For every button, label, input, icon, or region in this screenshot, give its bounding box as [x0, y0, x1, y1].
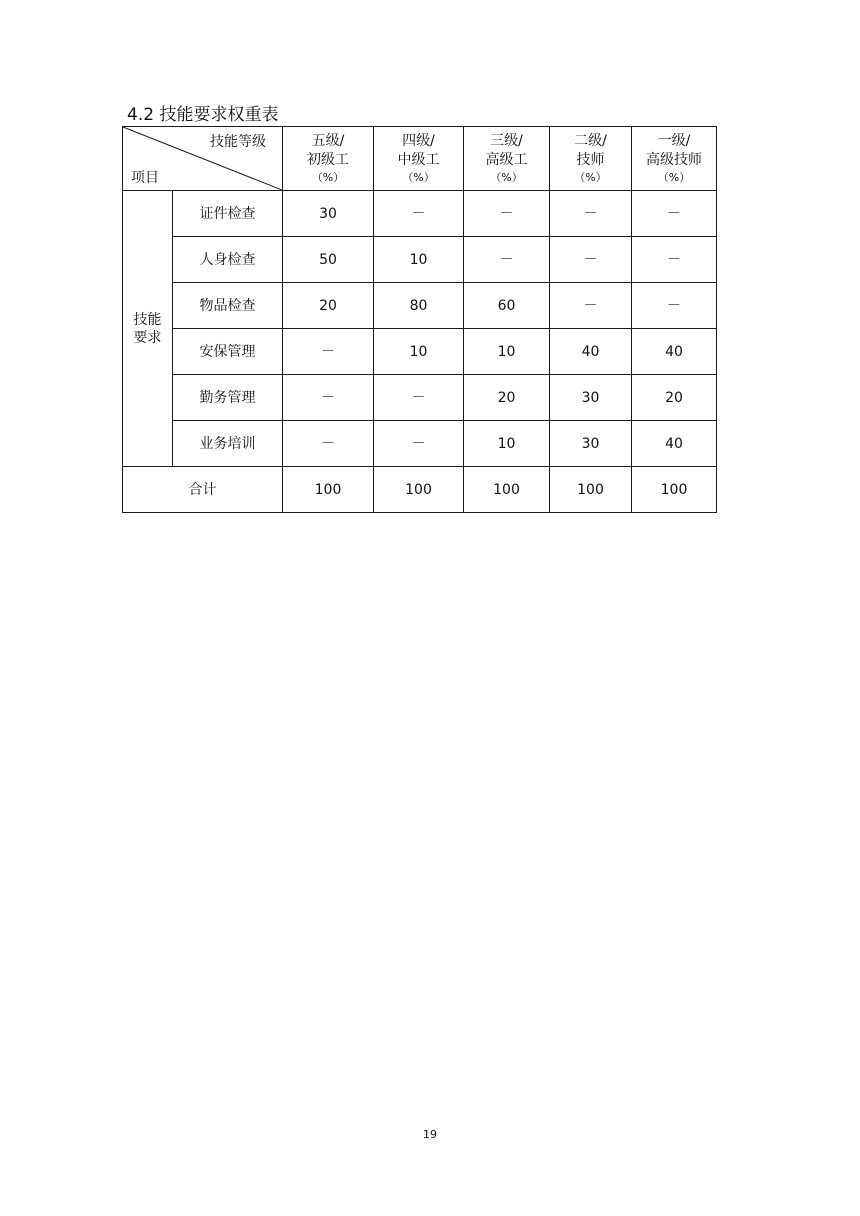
corner-header-cell	[123, 127, 283, 191]
table-cell: 30	[283, 191, 374, 237]
grade-line2: 初级工	[307, 151, 349, 168]
table-cell: －	[374, 191, 464, 237]
table-cell: －	[374, 375, 464, 421]
table-cell: －	[550, 237, 632, 283]
page-number: 19	[423, 1128, 437, 1141]
table-cell: 10	[374, 329, 464, 375]
table-row	[123, 421, 717, 467]
group-label-line1: 技能	[133, 311, 162, 328]
table-cell: 80	[374, 283, 464, 329]
table-cell: 40	[632, 329, 717, 375]
table-cell: 30	[550, 421, 632, 467]
table-row	[123, 375, 717, 421]
grade-unit: （%）	[657, 170, 691, 184]
grade-line1: 三级/	[490, 132, 523, 149]
grade-line2: 中级工	[397, 151, 440, 168]
table-cell: －	[550, 191, 632, 237]
table-cell: －	[550, 283, 632, 329]
table-cell: －	[464, 237, 550, 283]
grade-line2: 技师	[576, 151, 605, 168]
header-row	[123, 127, 717, 191]
grade-header-3	[550, 127, 632, 191]
total-label: 合计	[123, 467, 283, 513]
corner-bottom-label: 项目	[131, 170, 159, 186]
total-cell: 100	[632, 467, 717, 513]
row-label: 人身检查	[173, 237, 283, 283]
grade-header-4	[632, 127, 717, 191]
grade-line2: 高级工	[485, 151, 528, 168]
table-cell: 20	[464, 375, 550, 421]
grade-unit: （%）	[574, 170, 607, 184]
row-label: 业务培训	[173, 421, 283, 467]
group-label-line2: 要求	[133, 329, 162, 346]
row-label: 物品检查	[173, 283, 283, 329]
table-cell: －	[283, 375, 374, 421]
table-row	[123, 283, 717, 329]
table-cell: 10	[464, 421, 550, 467]
grade-header-0	[283, 127, 374, 191]
total-cell: 100	[374, 467, 464, 513]
grade-unit: （%）	[402, 170, 435, 184]
section-title: 4.2 技能要求权重表	[127, 105, 279, 125]
grade-unit: （%）	[490, 170, 523, 184]
total-cell: 100	[283, 467, 374, 513]
total-row	[123, 467, 717, 513]
table-cell: 20	[283, 283, 374, 329]
skill-weight-table	[122, 126, 717, 513]
table-cell: －	[632, 283, 717, 329]
corner-top-label: 技能等级	[210, 134, 266, 150]
table-cell: －	[374, 421, 464, 467]
total-cell: 100	[464, 467, 550, 513]
table-row	[123, 237, 717, 283]
row-label: 安保管理	[173, 329, 283, 375]
grade-line2: 高级技师	[646, 151, 702, 168]
table-row	[123, 191, 717, 237]
table-cell: －	[464, 191, 550, 237]
table-cell: －	[632, 237, 717, 283]
table-cell: －	[632, 191, 717, 237]
table-cell: －	[283, 329, 374, 375]
grade-line1: 二级/	[574, 132, 607, 149]
table-cell: 60	[464, 283, 550, 329]
grade-header-2	[464, 127, 550, 191]
row-label: 勤务管理	[173, 375, 283, 421]
group-label-cell	[123, 191, 173, 467]
grade-unit: （%）	[311, 170, 345, 184]
table-cell: 10	[374, 237, 464, 283]
table-cell: 40	[632, 421, 717, 467]
grade-line1: 一级/	[657, 132, 691, 149]
total-cell: 100	[550, 467, 632, 513]
table-cell: 50	[283, 237, 374, 283]
grade-header-1	[374, 127, 464, 191]
table-cell: 20	[632, 375, 717, 421]
table-row	[123, 329, 717, 375]
row-label: 证件检查	[173, 191, 283, 237]
table-cell: －	[283, 421, 374, 467]
grade-line1: 四级/	[402, 132, 435, 149]
grade-line1: 五级/	[311, 132, 345, 149]
table-cell: 30	[550, 375, 632, 421]
table-cell: 40	[550, 329, 632, 375]
table-cell: 10	[464, 329, 550, 375]
